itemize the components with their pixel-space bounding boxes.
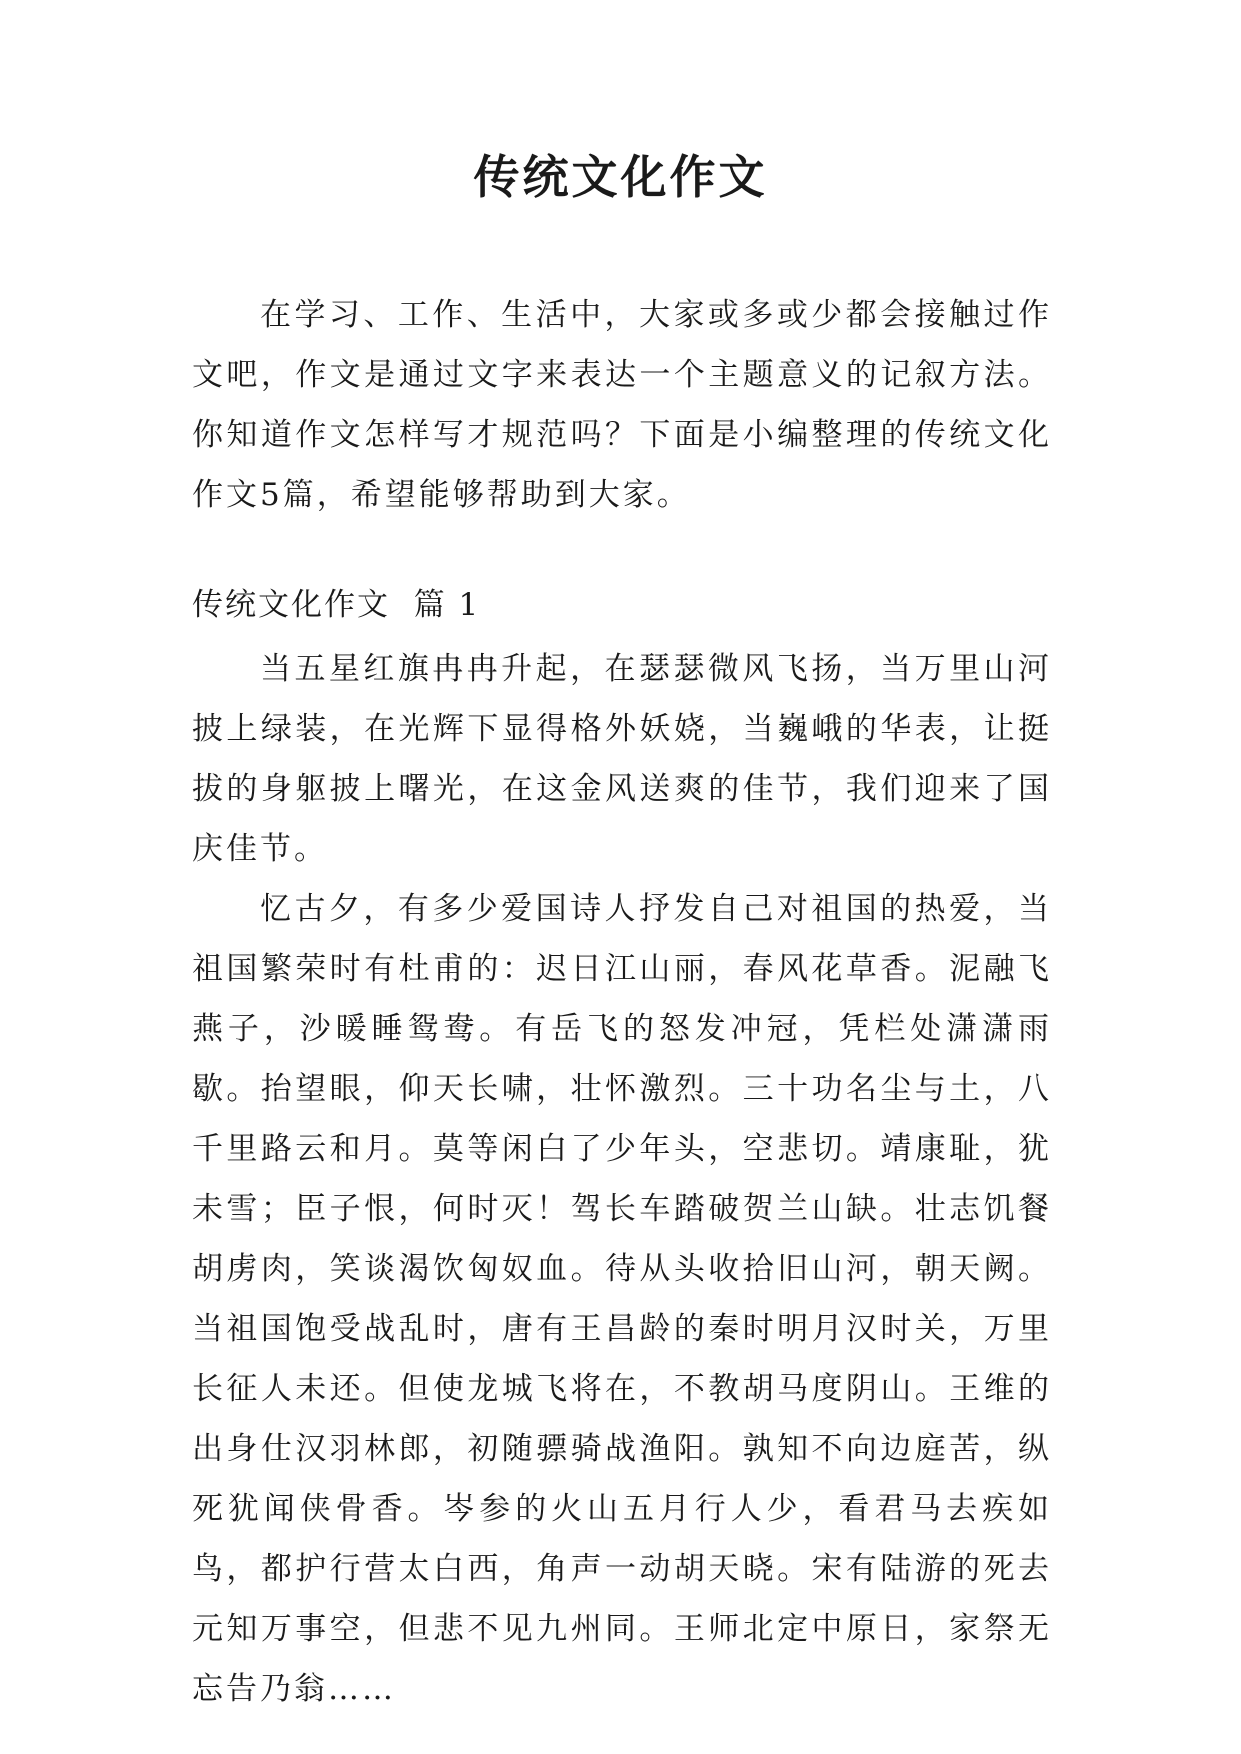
paragraph-1: 当五星红旗冉冉升起，在瑟瑟微风飞扬，当万里山河披上绿装，在光辉下显得格外妖娆，当巍峨的华表，让挺拔的身躯披上曙光，在这金风送爽的佳节，我们迎来了国庆佳节。 bbox=[192, 651, 1052, 867]
section-heading: 传统文化作文 篇 1 bbox=[192, 587, 481, 623]
intro-block bbox=[192, 285, 1052, 525]
intro-paragraph: 在学习、工作、生活中，大家或多或少都会接触过作文吧，作文是通过文字来表达一个主题意义的记叙方法。你知道作文怎样写才规范吗？下面是小编整理的传统文化作文5篇，希望能够帮助到大家。 bbox=[192, 297, 1052, 513]
paragraph-2: 忆古夕，有多少爱国诗人抒发自己对祖国的热爱，当祖国繁荣时有杜甫的：迟日江山丽，春风花草香。泥融飞燕子，沙暖睡鸳鸯。有岳飞的怒发冲冠，凭栏处潇潇雨歇。抬望眼，仰天长啸，壮怀激烈。三十功名尘与土，八千里路云和月。莫等闲白了少年头，空悲切。靖康耻，犹未雪；臣子恨，何时灭！驾长车踏破贺兰山缺。壮志饥餐胡虏肉，笑谈渴饮匈奴血。待从头收拾旧山河，朝天阙。当祖国饱受战乱时，唐有王昌龄的秦时明月汉时关，万里长征人未还。但使龙城飞将在，不教胡马度阴山。王维的出身仕汉羽林郎，初随骠骑战渔阳。孰知不向边庭苦，纵死犹闻侠骨香。岑参的火山五月行人少，看君马去疾如鸟，都护行营太白西，角声一动胡天晓。宋有陆游的死去元知万事空，但悲不见九州同。王师北定中原日，家祭无忘告乃翁…… bbox=[192, 891, 1052, 1707]
essay-section-1 bbox=[192, 575, 1052, 1719]
document-title: 传统文化作文 bbox=[473, 150, 768, 204]
